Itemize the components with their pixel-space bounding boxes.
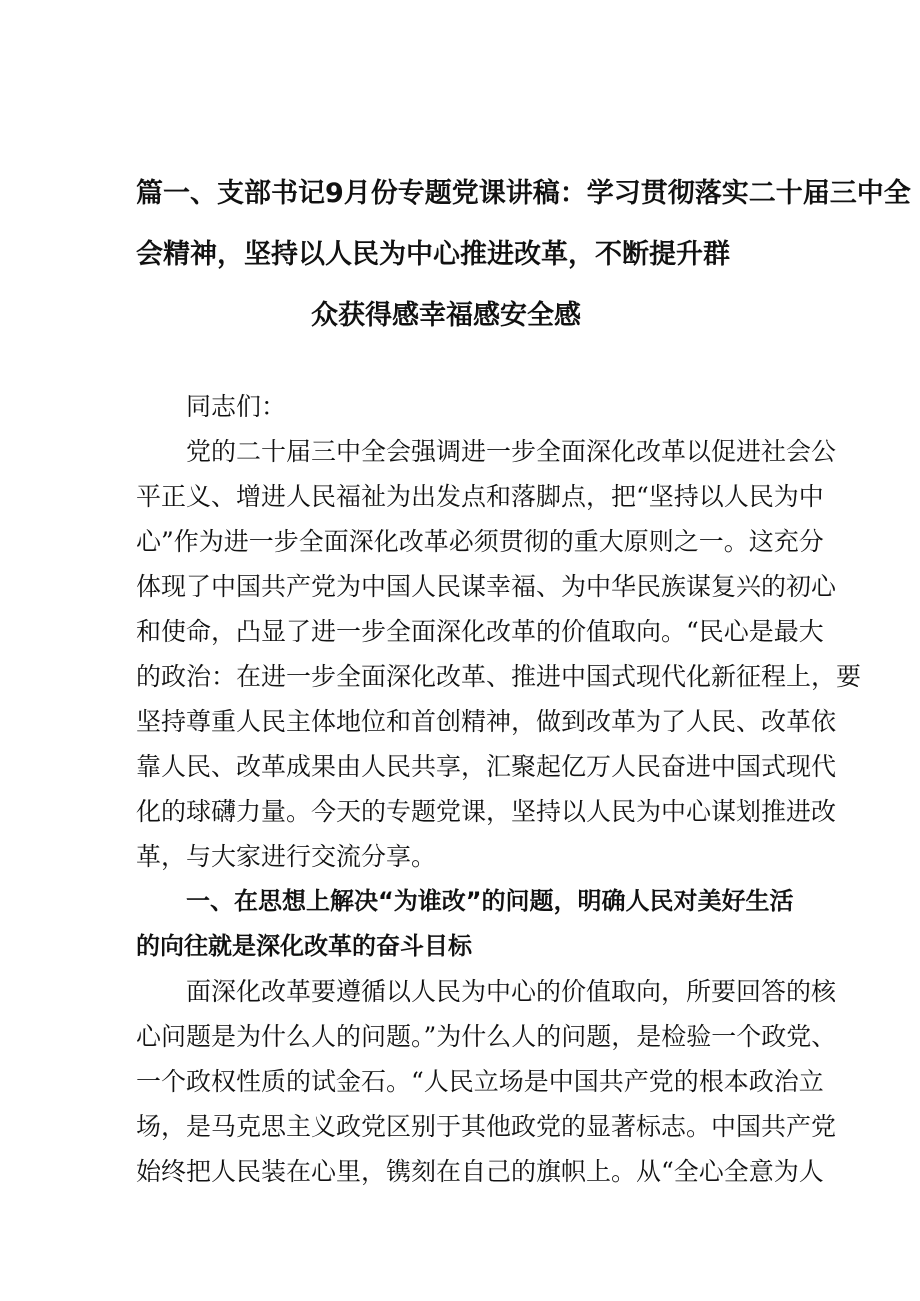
title-line: 众获得感幸福感安全感 bbox=[311, 300, 581, 331]
paragraph-line: 化的球礴力量。今天的专题党课，坚持以人民为中心谋划推进改 bbox=[136, 797, 837, 826]
title-line: 篇一、支部书记9月份专题党课讲稿：学习贯彻落实二十届三中全 bbox=[136, 178, 911, 209]
paragraph-line: 心问题是为什么人的问题。”为什么人的问题，是检验一个政党、 bbox=[136, 1022, 837, 1051]
paragraph-line: 和使命，凸显了进一步全面深化改革的价值取向。“民心是最大 bbox=[136, 617, 824, 646]
salutation: 同志们： bbox=[186, 392, 287, 421]
paragraph-line: 平正义、增进人民福祉为出发点和落脚点，把“坚持以人民为中 bbox=[136, 482, 824, 511]
paragraph-line: 心”作为进一步全面深化改革必须贯彻的重大原则之一。这充分 bbox=[136, 527, 824, 556]
paragraph-line: 体现了中国共产党为中国人民谋幸福、为中华民族谋复兴的初心 bbox=[136, 572, 837, 601]
paragraph-line: 始终把人民装在心里，镌刻在自己的旗帜上。从“全心全意为人 bbox=[136, 1157, 824, 1186]
heading-line: 一、在思想上解决“为谁改”的问题，明确人民对美好生活 bbox=[186, 887, 794, 915]
paragraph-line: 场，是马克思主义政党区别于其他政党的显著标志。中国共产党 bbox=[136, 1112, 837, 1141]
paragraph-2 bbox=[136, 969, 837, 1194]
heading-line: 的向往就是深化改革的奋斗目标 bbox=[136, 932, 472, 960]
document-body bbox=[136, 384, 862, 1194]
paragraph-line: 党的二十届三中全会强调进一步全面深化改革以促进社会公 bbox=[186, 437, 837, 466]
paragraph-line: 面深化改革要遵循以人民为中心的价值取向，所要回答的核 bbox=[186, 977, 837, 1006]
paragraph-line: 革，与大家进行交流分享。 bbox=[136, 842, 437, 871]
paragraph-1 bbox=[136, 429, 862, 879]
paragraph-line: 靠人民、改革成果由人民共享，汇聚起亿万人民奋进中国式现代 bbox=[136, 752, 837, 781]
paragraph-line: 一个政权性质的试金石。“人民立场是中国共产党的根本政治立 bbox=[136, 1067, 824, 1096]
document-title bbox=[136, 163, 911, 346]
section-heading-1 bbox=[136, 879, 796, 969]
paragraph-line: 坚持尊重人民主体地位和首创精神，做到改革为了人民、改革依 bbox=[136, 707, 837, 736]
paragraph-line: 的政治：在进一步全面深化改革、推进中国式现代化新征程上，要 bbox=[136, 662, 862, 691]
title-line: 会精神，坚持以人民为中心推进改革，不断提升群 bbox=[136, 239, 730, 270]
